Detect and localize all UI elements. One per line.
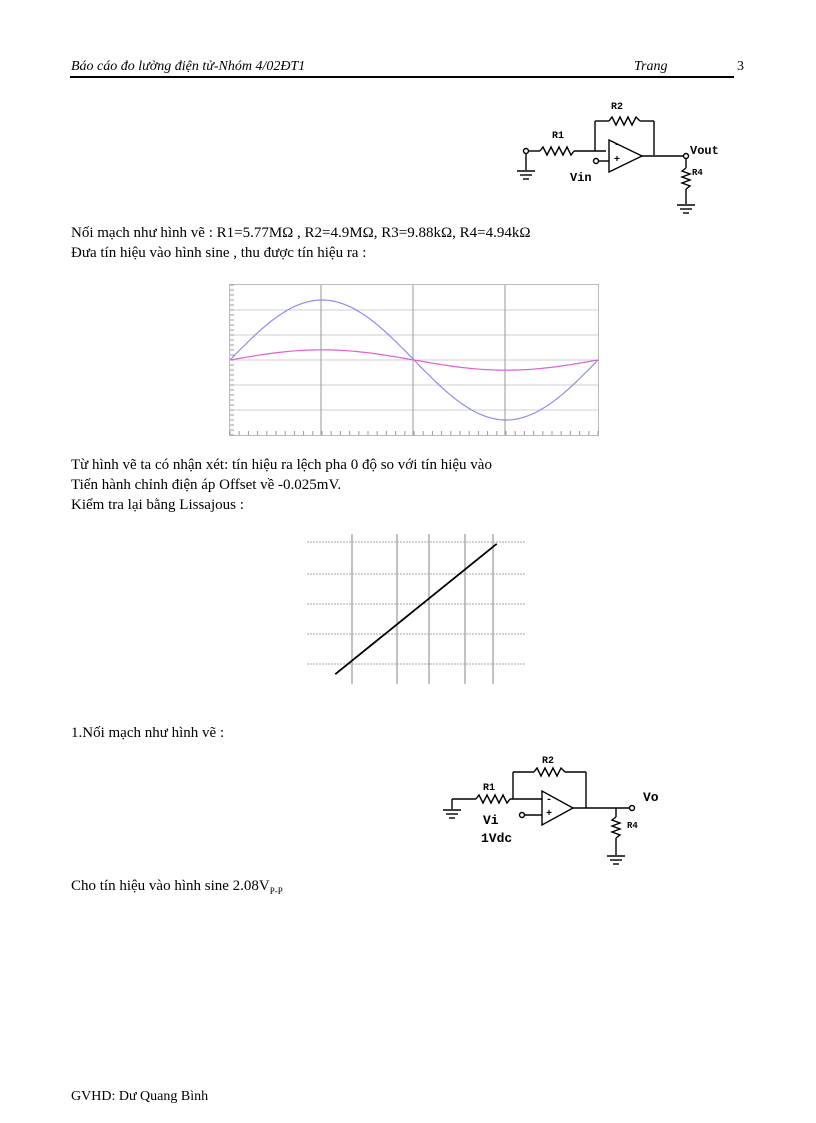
resistor-r1-2: [476, 795, 510, 803]
vi-node: [520, 813, 525, 818]
label-vout: Vout: [690, 144, 719, 158]
label-r2-1: R2: [611, 102, 624, 113]
circuit-diagram-1: [510, 100, 745, 220]
opamp2-minus: -: [546, 795, 553, 806]
resistor-r1: [540, 147, 574, 155]
vo-node: [630, 806, 635, 811]
lissajous-line: [335, 544, 496, 674]
resistor-r2: [609, 117, 640, 125]
opamp1-minus: -: [614, 140, 621, 151]
opamp1-plus: +: [614, 155, 621, 166]
label-vo: Vo: [643, 790, 659, 805]
label-r4-2: R4: [627, 821, 638, 831]
label-vin: Vin: [570, 171, 592, 185]
paragraph3-text: Cho tín hiệu vào hình sine 2.08V: [71, 878, 270, 894]
lissajous-chart: [307, 534, 525, 684]
footer-instructor: GVHD: Dư Quang Bình: [71, 1089, 209, 1104]
label-vi: Vi: [483, 813, 499, 828]
paragraph1-line1: Nối mạch như hình vẽ : R1=5.77MΩ , R2=4.9MΩ, R3=9.88kΩ, R4=4.94kΩ: [71, 225, 531, 241]
resistor-r4-2: [612, 817, 620, 838]
header-rule: [70, 76, 734, 78]
paragraph3-subscript: P-P: [269, 886, 283, 896]
paragraph2-line2: Tiến hành chỉnh điện áp Offset về -0.025mV.: [71, 477, 342, 493]
input-node-left: [524, 149, 529, 154]
section1-heading: 1.Nối mạch như hình vẽ :: [71, 725, 225, 741]
vout-node: [684, 154, 689, 159]
resistor-r4: [682, 168, 690, 189]
header-page-label: Trang: [634, 59, 668, 74]
sine-waveform-chart: [229, 284, 599, 436]
paragraph2-line1: Từ hình vẽ ta có nhận xét: tín hiệu ra lệch pha 0 độ so với tín hiệu vào: [71, 457, 492, 473]
label-r1-1: R1: [552, 131, 565, 142]
label-r4-1: R4: [692, 168, 703, 178]
label-r1-2: R1: [483, 783, 496, 794]
vin-node: [594, 159, 599, 164]
paragraph2-line3: Kiểm tra lại bằng Lissajous :: [71, 497, 244, 513]
label-vi-dc: 1Vdc: [481, 831, 513, 846]
label-r2-2: R2: [542, 756, 555, 767]
header-title: Báo cáo đo lường điện tử-Nhóm 4/02ĐT1: [71, 59, 306, 74]
opamp2-plus: +: [546, 809, 553, 820]
paragraph1-line2: Đưa tín hiệu vào hình sine , thu được tín hiệu ra :: [71, 245, 367, 261]
resistor-r2-2: [534, 768, 565, 776]
paragraph3: [71, 876, 283, 901]
header-page-number: 3: [737, 59, 744, 74]
